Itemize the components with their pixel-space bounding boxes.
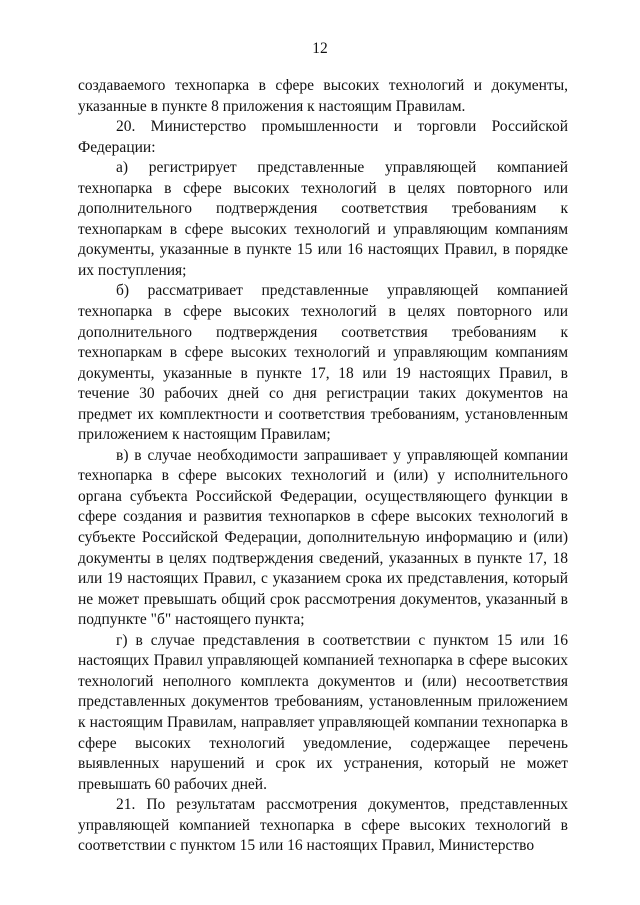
subparagraph-g: г) в случае представления в соответствии с пунктом 15 или 16 настоящих Правил управляющей компанией технопарка в сфере высоких технологий неполного комплекта документов и (или) несоответствия представленных документов требованиям, установленным приложением к настоящим Правилам, направляет управляющей компании технопарка в сфере высоких технологий уведомление, содержащее перечень выявленных нарушений и срок их устранения, который не может превышать 60 рабочих дней. <box>78 631 568 793</box>
paragraph-continuation: создаваемого технопарка в сфере высоких технологий и документы, указанные в пункте 8 приложения к настоящим Правилам. <box>78 77 568 115</box>
paragraph-item-21: 21. По результатам рассмотрения документов, представленных управляющей компанией технопарка в сфере высоких технологий в соответствии с пунктом 15 или 16 настоящих Правил, Министерство <box>78 796 568 855</box>
subparagraph-a: а) регистрирует представленные управляющей компанией технопарка в сфере высоких технологий в целях повторного или дополнительного подтверждения соответствия требованиям к технопаркам в сфере высоких технологий и управляющим компаниям документы, указанные в пункте 15 или 16 настоящих Правил, в порядке их поступления; <box>78 159 568 279</box>
page-number: 12 <box>312 40 328 57</box>
paragraph-item-20: 20. Министерство промышленности и торговли Российской Федерации: <box>78 118 568 156</box>
subparagraph-b: б) рассматривает представленные управляющей компанией технопарка в сфере высоких технологий в целях повторного или дополнительного подтверждения соответствия требованиям к технопаркам в сфере высоких технологий и управляющим компаниям документы, указанные в пункте 17, 18 или 19 настоящих Правил, в течение 30 рабочих дней со дня регистрации таких документов на предмет их комплектности и соответствия требованиям, установленным приложением к настоящим Правилам; <box>78 282 568 444</box>
subparagraph-v: в) в случае необходимости запрашивает у управляющей компании технопарка в сфере высоких технологий и (или) у исполнительного органа субъекта Российской Федерации, осуществляющего функции в сфере создания и развития технопарков в сфере высоких технологий в субъекте Российской Федерации, дополнительную информацию и (или) документы в целях подтверждения сведений, указанных в пункте 17, 18 или 19 настоящих Правил, с указанием срока их представления, который не может превышать общий срок рассмотрения документов, указанный в подпункте "б" настоящего пункта; <box>78 446 568 629</box>
document-body <box>78 76 568 857</box>
